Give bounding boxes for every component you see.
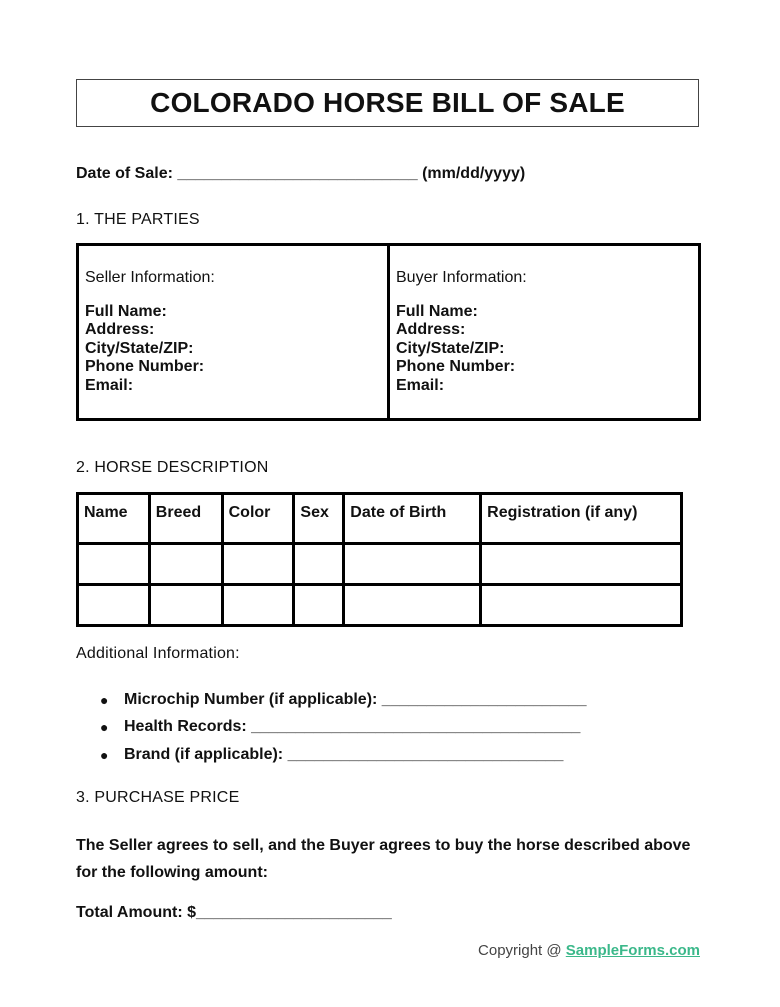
table-cell[interactable]	[294, 544, 344, 585]
title-box	[76, 79, 699, 127]
buyer-city-state-zip-label: City/State/ZIP:	[396, 339, 505, 357]
copyright-prefix: Copyright @	[478, 942, 566, 959]
additional-info-heading: Additional Information:	[76, 645, 240, 662]
table-cell[interactable]	[222, 544, 294, 585]
seller-info-box	[79, 246, 387, 418]
section-parties-heading: 1. THE PARTIES	[76, 211, 200, 228]
microchip-number-line: Microchip Number (if applicable): _______________________	[124, 690, 587, 708]
seller-full-name-label: Full Name:	[85, 303, 167, 320]
list-item	[100, 741, 586, 769]
col-header-breed: Breed	[149, 494, 222, 544]
seller-email-label: Email:	[85, 376, 134, 394]
table-cell[interactable]	[344, 544, 481, 585]
buyer-phone-label: Phone Number:	[396, 358, 516, 376]
seller-heading: Seller Information:	[85, 269, 215, 286]
bullet-icon: ●	[100, 719, 109, 736]
list-item	[100, 714, 586, 742]
buyer-address-label: Address:	[396, 321, 466, 339]
seller-city-state-zip-label: City/State/ZIP:	[85, 339, 194, 357]
bullet-icon: ●	[100, 691, 109, 708]
seller-phone-label: Phone Number:	[85, 358, 205, 376]
bullet-icon: ●	[100, 746, 109, 763]
col-header-sex: Sex	[294, 494, 344, 544]
table-cell[interactable]	[222, 585, 294, 626]
additional-info-list	[100, 686, 586, 769]
table-header-row	[78, 494, 682, 544]
table-cell[interactable]	[78, 585, 150, 626]
sampleforms-link[interactable]: SampleForms.com	[565, 942, 700, 959]
copyright-notice	[478, 942, 700, 959]
table-cell[interactable]	[481, 544, 682, 585]
buyer-heading: Buyer Information:	[396, 269, 527, 286]
table-cell[interactable]	[344, 585, 481, 626]
section-price-heading: 3. PURCHASE PRICE	[76, 789, 240, 806]
col-header-name: Name	[78, 494, 150, 544]
date-of-sale-line: Date of Sale: ___________________________ (mm/dd/yyyy)	[76, 165, 526, 182]
document-title: COLORADO HORSE BILL OF SALE	[150, 87, 625, 118]
parties-table	[76, 243, 701, 421]
table-cell[interactable]	[149, 585, 222, 626]
table-cell[interactable]	[149, 544, 222, 585]
horse-description-table	[76, 492, 683, 627]
table-cell[interactable]	[481, 585, 682, 626]
table-row	[78, 544, 682, 585]
table-cell[interactable]	[294, 585, 344, 626]
section-horse-heading: 2. HORSE DESCRIPTION	[76, 459, 269, 476]
buyer-email-label: Email:	[396, 376, 445, 394]
buyer-info-box	[387, 246, 698, 418]
seller-address-label: Address:	[85, 321, 155, 339]
buyer-full-name-label: Full Name:	[396, 303, 478, 320]
col-header-date-of-birth: Date of Birth	[344, 494, 481, 544]
table-row	[78, 585, 682, 626]
total-amount-line: Total Amount: $______________________	[76, 904, 392, 921]
list-item	[100, 686, 586, 714]
col-header-color: Color	[222, 494, 294, 544]
table-cell[interactable]	[78, 544, 150, 585]
health-records-line: Health Records: _____________________________________	[124, 718, 581, 736]
purchase-price-paragraph: The Seller agrees to sell, and the Buyer agrees to buy the horse described above for the following amount:	[76, 837, 691, 881]
brand-line: Brand (if applicable): _______________________________	[124, 745, 564, 763]
col-header-registration: Registration (if any)	[481, 494, 682, 544]
